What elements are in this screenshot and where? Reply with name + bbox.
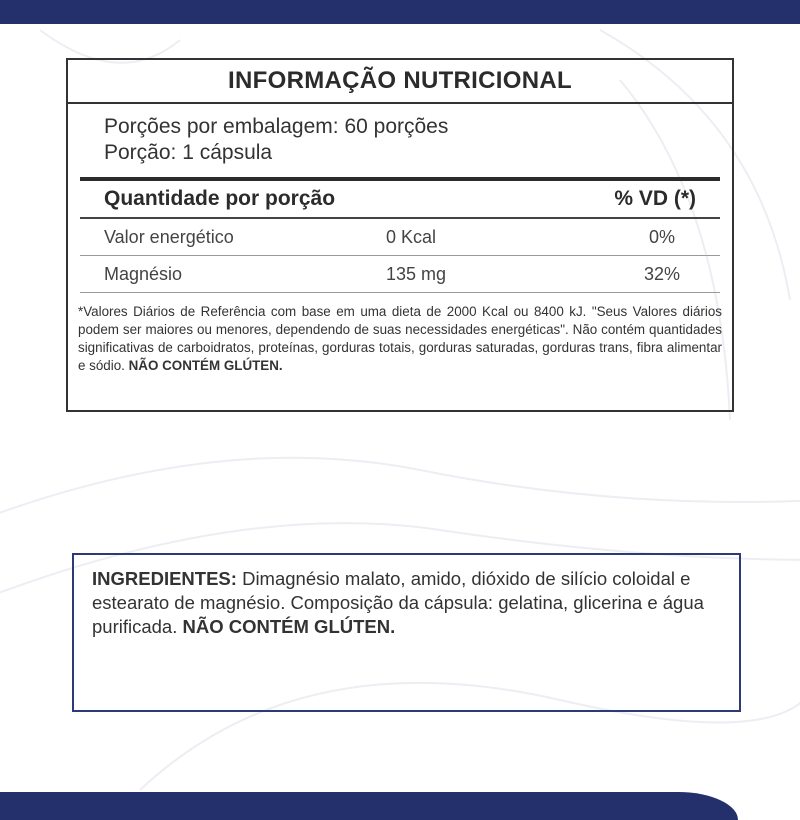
nutrient-name: Valor energético (104, 227, 234, 247)
nutrition-facts-table (66, 58, 734, 412)
serving-info (68, 104, 732, 166)
nutrient-dv: 0% (648, 227, 675, 247)
nutrient-amount: 0 Kcal (386, 227, 437, 247)
nutrition-footnote (68, 293, 732, 375)
table-row (80, 219, 720, 255)
ingredients-text: Dimagnésio malato, amido, dióxido de silício coloidal e estearato de magnésio. Composição da cápsula: gelatina, glicerina e água purificada. (92, 568, 704, 637)
daily-value-header: % VD (*) (614, 187, 696, 210)
gluten-free-notice: NÃO CONTÉM GLÚTEN. (128, 358, 283, 373)
bottom-brand-bar (0, 792, 738, 820)
footnote-text: *Valores Diários de Referência com base em uma dieta de 2000 Kcal ou 8400 kJ. "Seus Valores diários podem ser maiores ou menores, dependendo de suas necessidades energéticas". Não contém quantidades significativas de carboidratos, proteínas, gorduras totais, gorduras saturadas, gorduras trans, fibra alimentar e sódio. (78, 304, 722, 373)
serving-size: Porção: 1 cápsula (104, 141, 273, 164)
table-header (80, 181, 720, 217)
table-row (80, 256, 720, 292)
ingredients-box (72, 553, 741, 712)
nutrition-title: INFORMAÇÃO NUTRICIONAL (68, 60, 732, 104)
servings-per-package: Porções por embalagem: 60 porções (104, 115, 449, 138)
nutrient-name: Magnésio (104, 264, 183, 284)
ingredients-label: INGREDIENTES: (92, 568, 237, 589)
nutrient-amount: 135 mg (386, 264, 447, 284)
ingredients-gluten-notice: NÃO CONTÉM GLÚTEN. (182, 616, 396, 637)
amount-per-serving-header: Quantidade por porção (104, 187, 336, 210)
nutrient-dv: 32% (643, 264, 681, 284)
